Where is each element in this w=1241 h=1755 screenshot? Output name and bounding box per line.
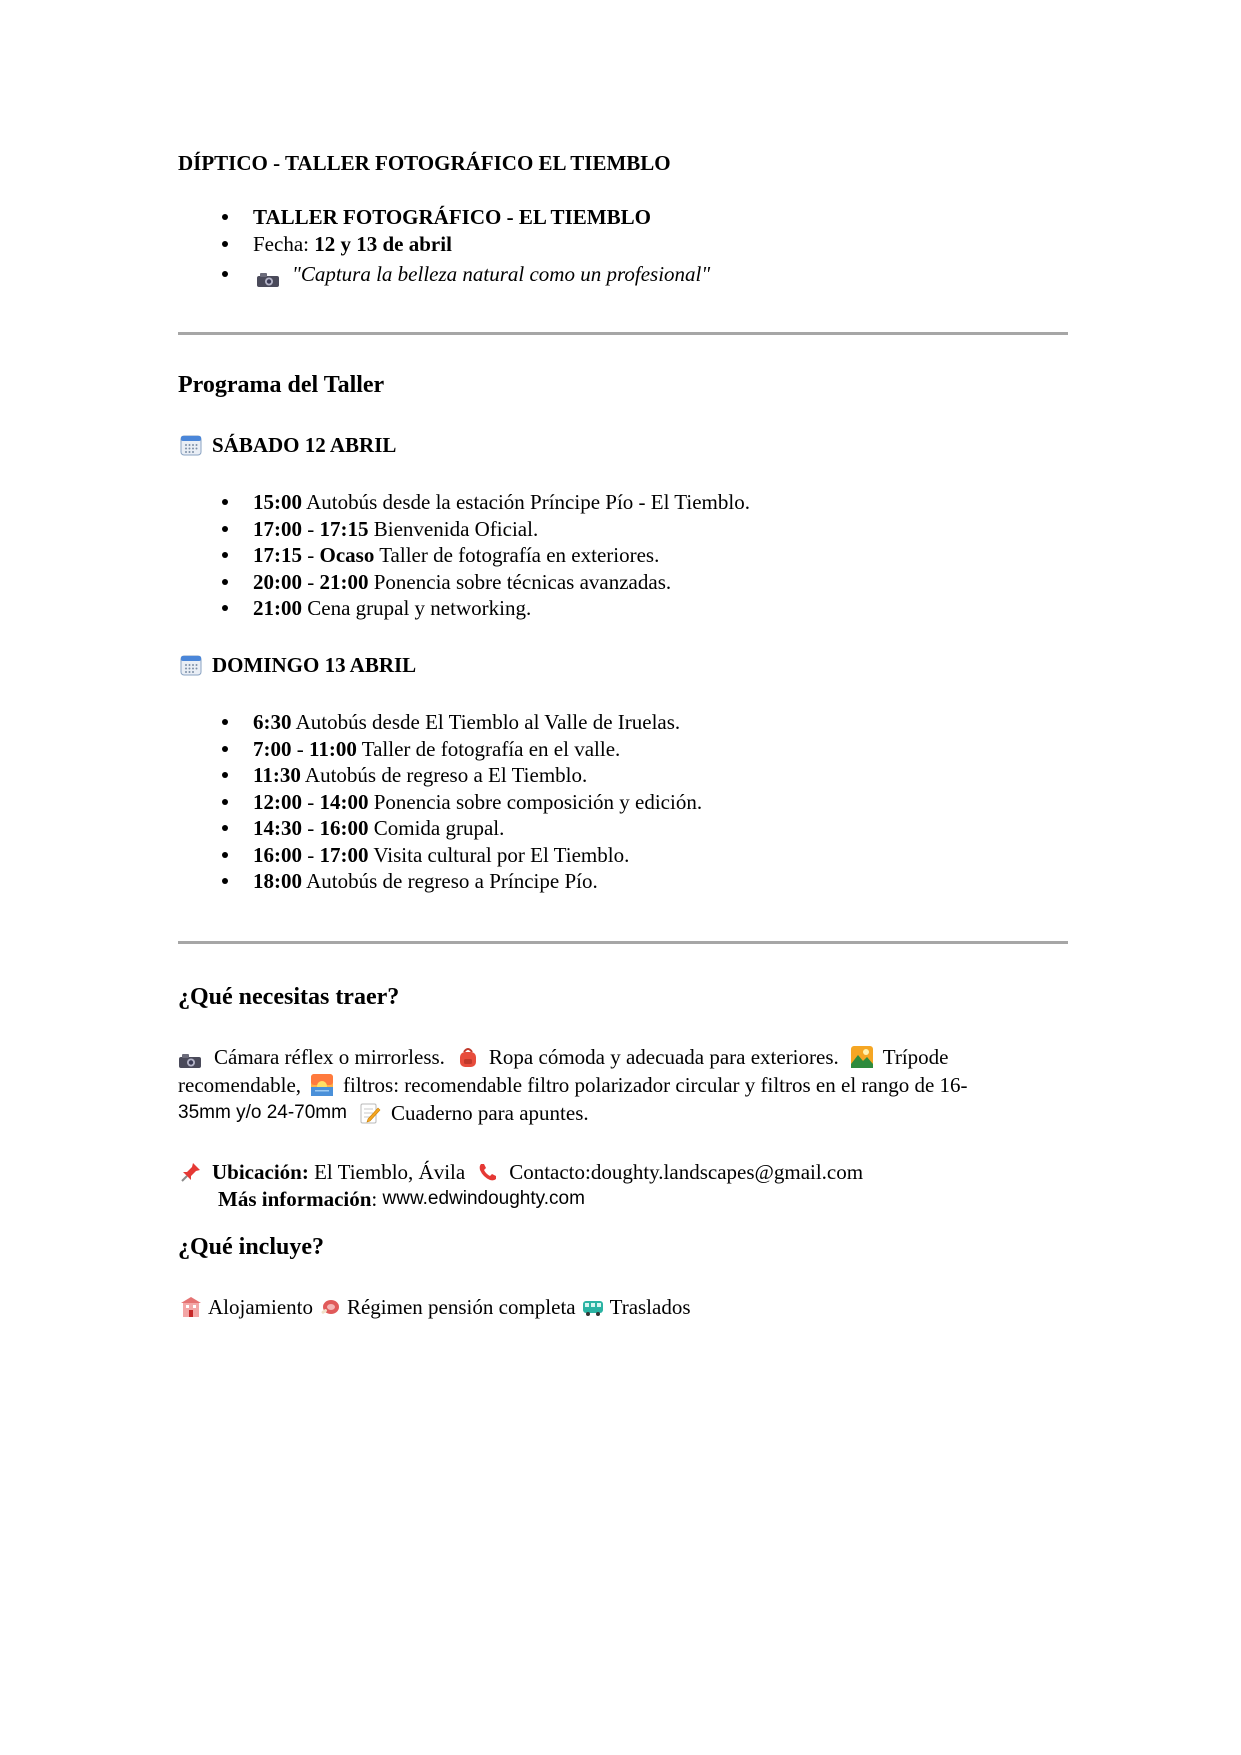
- schedule-item: 14:30 - 16:00 Comida grupal.: [178, 815, 702, 842]
- traslados-item: Traslados: [609, 1295, 691, 1319]
- schedule-item: 16:00 - 17:00 Visita cultural por El Tiemblo.: [178, 842, 702, 869]
- incluye-line: [178, 1292, 1068, 1322]
- pushpin-icon: [180, 1161, 202, 1183]
- schedule-item: 21:00 Cena grupal y networking.: [178, 595, 750, 622]
- sunday-label: DOMINGO 13 ABRIL: [212, 653, 417, 677]
- incluye-heading: ¿Qué incluye?: [178, 1234, 325, 1260]
- backpack-icon: [457, 1046, 479, 1068]
- camera-icon: [256, 268, 280, 284]
- camera-item: Cámara réflex o mirrorless.: [214, 1045, 445, 1069]
- memo-icon: [359, 1102, 381, 1124]
- phone-icon: [477, 1161, 499, 1183]
- traer-paragraph: [178, 1042, 1068, 1128]
- tripode-item: Trípode: [882, 1045, 949, 1069]
- schedule-item: 7:00 - 11:00 Taller de fotografía en el valle.: [178, 736, 702, 763]
- hotel-icon: [180, 1296, 202, 1318]
- schedule-item: 18:00 Autobús de regreso a Príncipe Pío.: [178, 868, 702, 895]
- ubicacion-label: Ubicación:: [212, 1160, 309, 1184]
- schedule-item: 17:00 - 17:15 Bienvenida Oficial.: [178, 516, 750, 543]
- list-item: [178, 257, 710, 288]
- alojamiento-item: Alojamiento: [208, 1295, 313, 1319]
- document-title: DÍPTICO - TALLER FOTOGRÁFICO EL TIEMBLO: [178, 151, 671, 175]
- list-item: [178, 231, 710, 258]
- saturday-label: SÁBADO 12 ABRIL: [212, 433, 397, 457]
- divider: [178, 941, 1068, 944]
- rango-text: 35mm y/o 24-70mm: [178, 1102, 347, 1123]
- contacto-value: Contacto:doughty.landscapes@gmail.com: [509, 1160, 864, 1184]
- landscape-icon: [851, 1046, 873, 1068]
- tripode-item-cont: recomendable,: [178, 1073, 302, 1097]
- ubicacion-value: El Tiemblo, Ávila: [308, 1160, 466, 1184]
- regimen-item: Régimen pensión completa: [346, 1295, 576, 1319]
- schedule-item: 6:30 Autobús desde El Tiemblo al Valle de Iruelas.: [178, 709, 702, 736]
- programa-heading: Programa del Taller: [178, 372, 385, 398]
- schedule-item: 17:15 - Ocaso Taller de fotografía en exteriores.: [178, 542, 750, 569]
- contact-block: Ubicación: El Tiemblo, Ávila Contacto:doughty.landscapes@gmail.com Más información : www.edwindoughty.com: [178, 1158, 1068, 1212]
- quote-text: "Captura la belleza natural como un profesional": [292, 262, 711, 286]
- fecha-value: 12 y 13 de abril: [314, 231, 452, 256]
- schedule-item: 15:00 Autobús desde la estación Príncipe Pío - El Tiemblo.: [178, 489, 750, 516]
- sunday-schedule: [178, 709, 702, 895]
- fecha-label: Fecha:: [253, 231, 315, 256]
- website-link[interactable]: www.edwindoughty.com: [382, 1188, 585, 1209]
- calendar-icon: [180, 654, 202, 676]
- schedule-item: 12:00 - 14:00 Ponencia sobre composición y edición.: [178, 789, 702, 816]
- divider: [178, 332, 1068, 335]
- bus-icon: [582, 1296, 604, 1318]
- saturday-heading: [178, 432, 396, 458]
- camera-icon: [178, 1049, 202, 1065]
- mas-info-label: Más información: [218, 1187, 372, 1211]
- list-item: [178, 204, 710, 231]
- calendar-icon: [180, 434, 202, 456]
- schedule-item: 11:30 Autobús de regreso a El Tiemblo.: [178, 762, 702, 789]
- ropa-item: Ropa cómoda y adecuada para exteriores.: [488, 1045, 839, 1069]
- schedule-item: 20:00 - 21:00 Ponencia sobre técnicas avanzadas.: [178, 569, 750, 596]
- saturday-schedule: [178, 489, 750, 622]
- meat-icon: [319, 1296, 341, 1318]
- event-name: TALLER FOTOGRÁFICO - EL TIEMBLO: [253, 205, 651, 229]
- cuaderno-item: Cuaderno para apuntes.: [390, 1101, 589, 1125]
- sunrise-icon: [311, 1074, 333, 1096]
- filtros-item: filtros: recomendable filtro polarizador circular y filtros en el rango de 16-: [343, 1073, 968, 1097]
- traer-heading: ¿Qué necesitas traer?: [178, 984, 400, 1010]
- sunday-heading: [178, 652, 416, 678]
- intro-list: [178, 204, 710, 288]
